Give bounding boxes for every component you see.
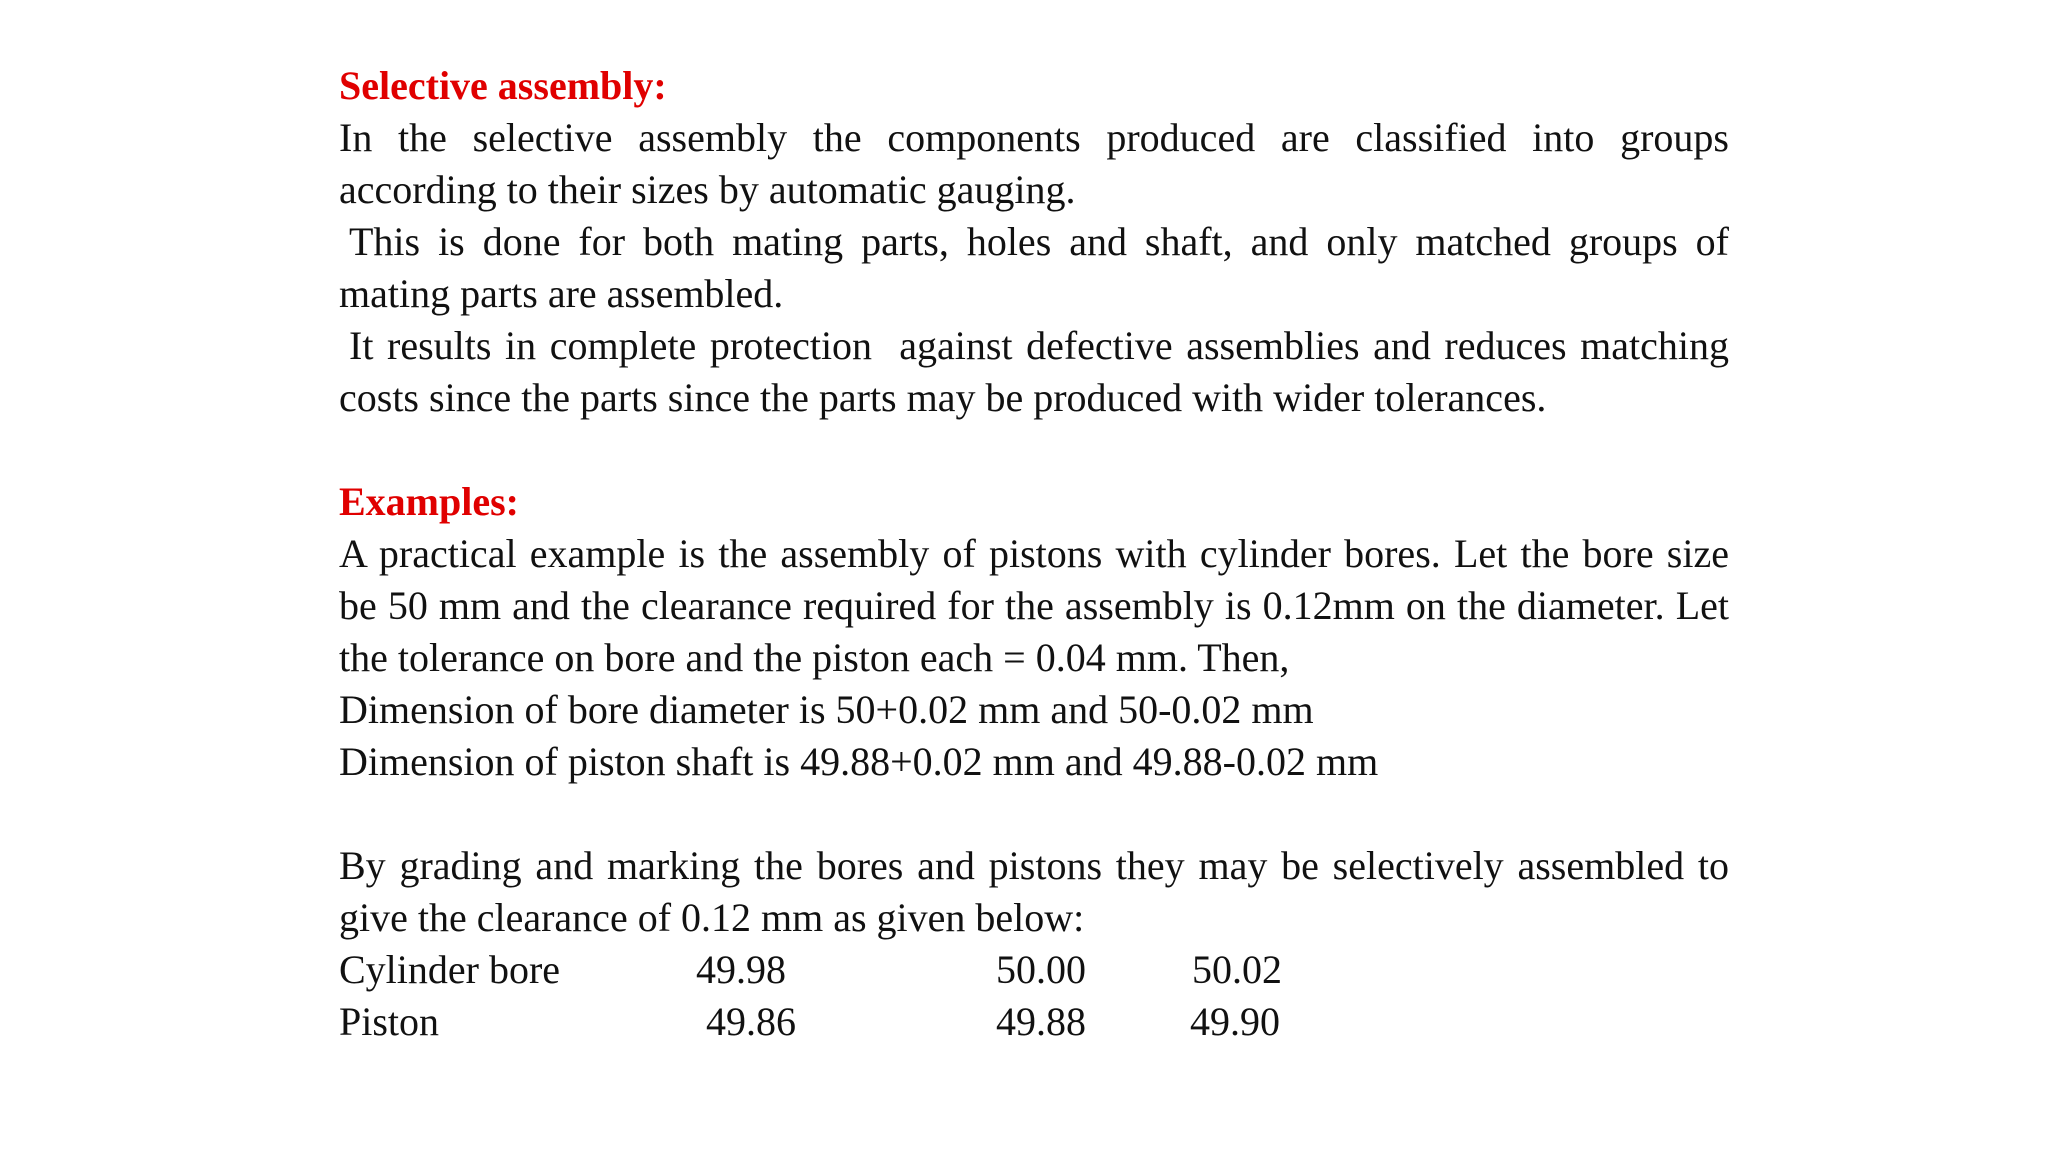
selective-assembly-paragraph-3: It results in complete protection against defective assemblies and reduces matching costs since the parts since the parts may be produced with wider tolerances. [339, 323, 1739, 420]
row-value: 49.90 [1190, 999, 1280, 1044]
piston-dimension-line: Dimension of piston shaft is 49.88+0.02 mm and 49.88-0.02 mm [339, 739, 1379, 784]
row-label: Cylinder bore [339, 947, 561, 992]
table-row [339, 944, 1729, 996]
table-row [339, 996, 1729, 1048]
examples-paragraph-1: A practical example is the assembly of pistons with cylinder bores. Let the bore size be 50 mm and the clearance required for the assembly is 0.12mm on the diameter. Let the tolerance on bore and the piston each = 0.04 mm. Then, [339, 531, 1729, 680]
section-spacer [339, 788, 1729, 840]
row-label: Piston [339, 999, 440, 1044]
row-value: 49.98 [696, 947, 786, 992]
row-value: 50.02 [1192, 947, 1282, 992]
row-value: 49.86 [706, 999, 796, 1044]
section-spacer [339, 424, 1729, 476]
document-body [339, 60, 1739, 1048]
selective-assembly-paragraph-2: This is done for both mating parts, holes and shaft, and only matched groups of mating parts are assembled. [339, 219, 1729, 316]
row-value: 50.00 [996, 947, 1086, 992]
selective-assembly-paragraph-1: In the selective assembly the components produced are classified into groups according to their sizes by automatic gauging. [339, 115, 1729, 212]
grading-table [339, 944, 1729, 1048]
examples-heading: Examples: [339, 479, 519, 524]
bore-dimension-line: Dimension of bore diameter is 50+0.02 mm and 50-0.02 mm [339, 687, 1314, 732]
selective-assembly-heading: Selective assembly: [339, 63, 667, 108]
row-value: 49.88 [996, 999, 1086, 1044]
examples-paragraph-2: By grading and marking the bores and pistons they may be selectively assembled to give the clearance of 0.12 mm as given below: [339, 843, 1729, 940]
